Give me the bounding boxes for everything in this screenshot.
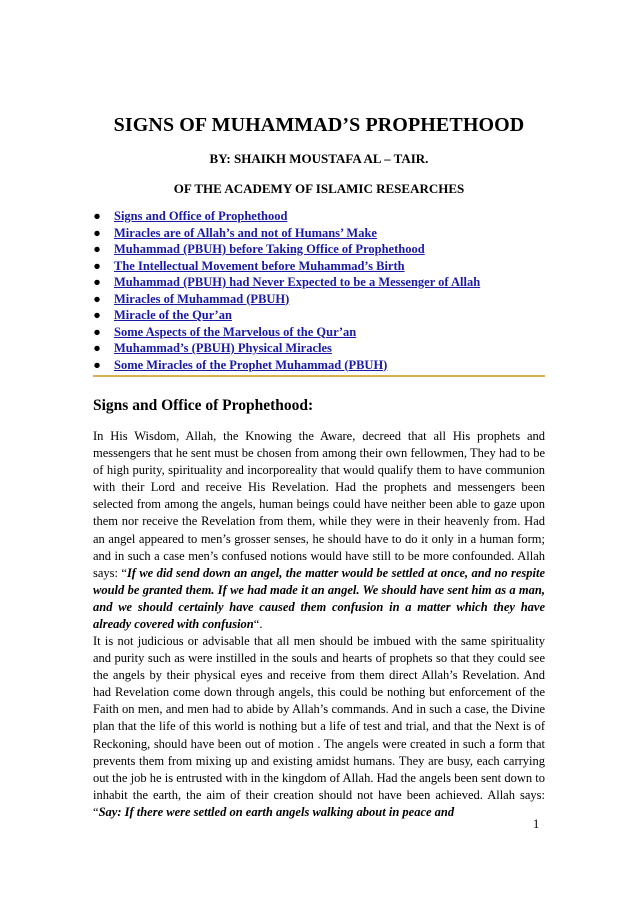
toc-item [93,274,481,291]
bullet-icon: ● [93,209,101,223]
paragraph-text: In His Wisdom, Allah, the Knowing the Aware, decreed that all His prophets and messengers that he sent must be chosen from among their own fellowmen, They had to be of high purity, spirituality and incorporeality that would qualify them to have communion with their Lord and receive His Revelation. Had the prophets and messengers been selected from among the angels, human beings could have neither been able to gaze upon them nor receive the Revelation from them, while they were in their heavenly from. Had an angel appeared to men’s grosser senses, he should have to do it only in a human form; and in such a case men’s confused notions would have still to be more confounded. Allah says: “ [93,429,545,580]
toc-item [93,324,480,341]
bullet-icon: ● [93,242,101,256]
toc-item [93,225,480,242]
toc-item [93,241,480,258]
bullet-icon: ● [93,357,101,372]
quran-quote: Say: If there were settled on earth angels walking about in peace and [98,804,455,819]
toc-item [93,291,480,308]
toc-item [93,307,480,324]
section-divider [93,375,545,377]
quote-close: “. [253,617,263,632]
toc-link-miracles-of-muhammad[interactable]: Miracles of Muhammad (PBUH) [114,291,290,306]
table-of-contents [93,208,481,373]
toc-link-signs-and-office[interactable]: Signs and Office of Prophethood [114,209,288,223]
toc-link-miracle-of-quran[interactable]: Miracle of the Qur’an [114,308,232,322]
toc-link-aspects-of-quran[interactable]: Some Aspects of the Marvelous of the Qur’an [114,324,357,339]
bullet-icon: ● [93,341,101,355]
body-paragraph-2 [93,633,545,821]
author-byline: BY: SHAIKH MOUSTAFA AL – TAIR. [209,151,429,166]
toc-link-intellectual-movement[interactable]: The Intellectual Movement before Muhammad’s Birth [114,258,405,273]
toc-link-some-miracles[interactable]: Some Miracles of the Prophet Muhammad (PBUH) [114,357,388,372]
bullet-icon: ● [93,225,101,240]
toc-item [93,357,480,374]
toc-link-before-office[interactable]: Muhammad (PBUH) before Taking Office of Prophethood [114,242,425,256]
toc-item [93,340,480,357]
author-affiliation: OF THE ACADEMY OF ISLAMIC RESEARCHES [173,181,465,196]
bullet-icon: ● [93,291,101,306]
quran-quote: If we did send down an angel, the matter would be settled at once, and no respite would be granted them. If we had made it an angel. We should have sent him as a man, and we should certainly have caused them confusion in a matter which they have already covered with confusion [93,565,545,632]
toc-link-miracles-of-allah[interactable]: Miracles are of Allah’s and not of Humans’ Make [114,225,377,240]
toc-item [93,258,480,275]
page-number: 1 [533,817,540,831]
bullet-icon: ● [93,275,101,289]
document-title: SIGNS OF MUHAMMAD’S PROPHETHOOD [113,114,525,136]
paragraph-text: It is not judicious or advisable that all men should be imbued with the same spirituality and purity such as were instilled in the souls and hearts of prophets so that they could see the angels by their physical eyes and receive from them direct Allah’s Revelation. And had Revelation come down through angels, this could be nothing but enforcement of the Faith on men, and men had to abide by Allah’s commands. And in such a case, the Divine plan that the life of this world is nothing but a life of test and trial, and that the Next is of Reckoning, should have been out of motion . The angels were created in such a form that prevents them from mixing up and existing amidst humans. They are busy, each carrying out the job he is entrusted with in the kingdom of Allah. Had the angels been sent down to inhabit the earth, the aim of their creation should not have been achieved. Allah says: “ [93,634,545,819]
bullet-icon: ● [93,308,101,322]
bullet-icon: ● [93,324,101,339]
body-paragraph-1 [93,428,545,633]
toc-link-physical-miracles[interactable]: Muhammad’s (PBUH) Physical Miracles [114,341,332,355]
toc-item [93,208,480,225]
section-heading: Signs and Office of Prophethood: [93,397,314,414]
bullet-icon: ● [93,258,101,273]
toc-link-never-expected[interactable]: Muhammad (PBUH) had Never Expected to be a Messenger of Allah [114,275,481,289]
